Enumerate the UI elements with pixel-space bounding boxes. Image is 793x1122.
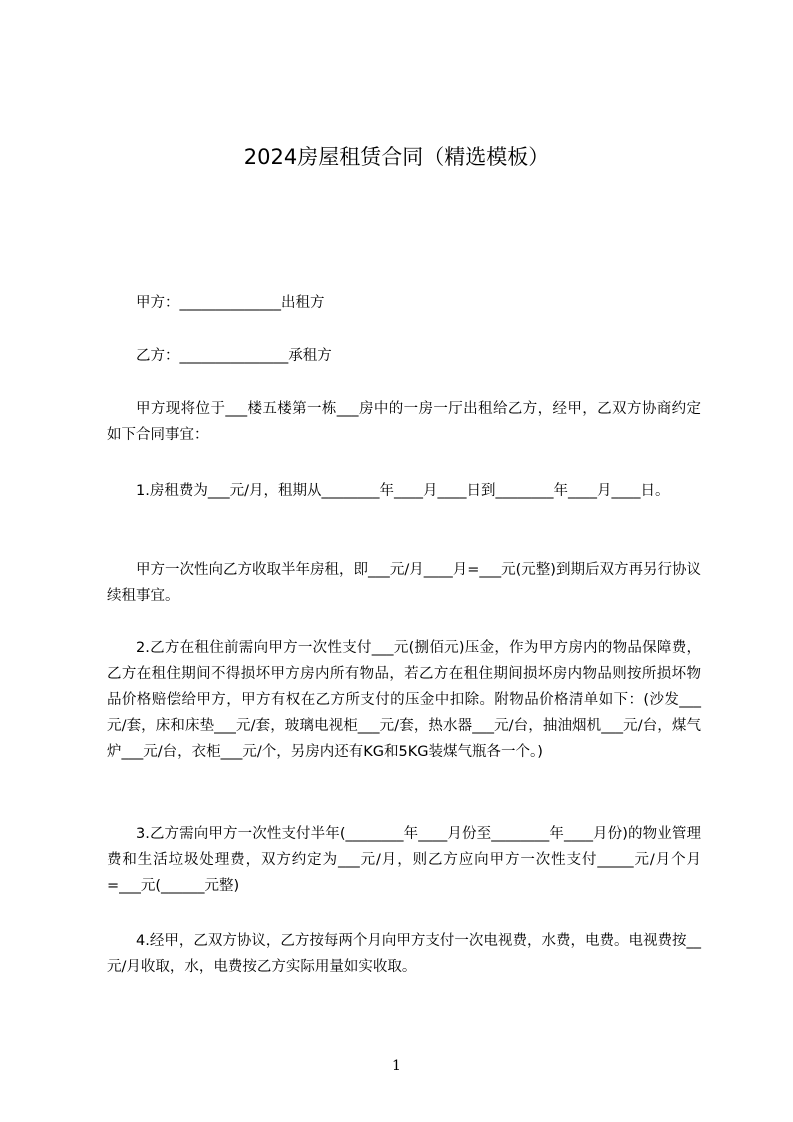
rent-payment-paragraph: 甲方一次性向乙方收取半年房租，即___元/月____月=___元(元整)到期后双方再另行协议续租事宜。 — [107, 562, 701, 604]
intro-paragraph: 甲方现将位于___楼五楼第一栋___房中的一房一厅出租给乙方，经甲，乙双方协商约定如下合同事宜： — [107, 401, 701, 443]
clause-2-deposit: 2.乙方在租住前需向甲方一次性支付___元(捌佰元)压金，作为甲方房内的物品保障费，乙方在租住期间不得损坏甲方房内所有物品，若乙方在租住期间损坏房内物品则按所损坏物品价格赔偿给甲方，甲方有权在乙方所支付的压金中扣除。附物品价格清单如下：(沙发___元/套，床和床垫___元/套，玻璃电视柜___元/套，热水器___元/台，抽油烟机___元/台，煤气炉___元/台，衣柜___元/个，另房内还有KG和5KG装煤气瓶各一个。) — [107, 640, 701, 760]
page-number: 1 — [392, 1058, 401, 1074]
clause-1-rent: 1.房租费为___元/月，租期从________年____月____日到________年____月____日。 — [136, 483, 670, 499]
party-b-line: 乙方：_______________承租方 — [136, 348, 332, 364]
clause-4-utilities: 4.经甲，乙双方协议，乙方按每两个月向甲方支付一次电视费，水费，电费。电视费按__元/月收取，水，电费按乙方实际用量如实收取。 — [107, 933, 701, 975]
document-title: 2024房屋租赁合同（精选模板） — [243, 145, 550, 169]
party-a-line: 甲方：______________出租方 — [136, 295, 325, 311]
clause-3-property-fee: 3.乙方需向甲方一次性支付半年(________年____月份至________年____月份)的物业管理费和生活垃圾处理费，双方约定为___元/月，则乙方应向甲方一次性支付_____元/月个月=___元(______元整) — [107, 826, 701, 894]
